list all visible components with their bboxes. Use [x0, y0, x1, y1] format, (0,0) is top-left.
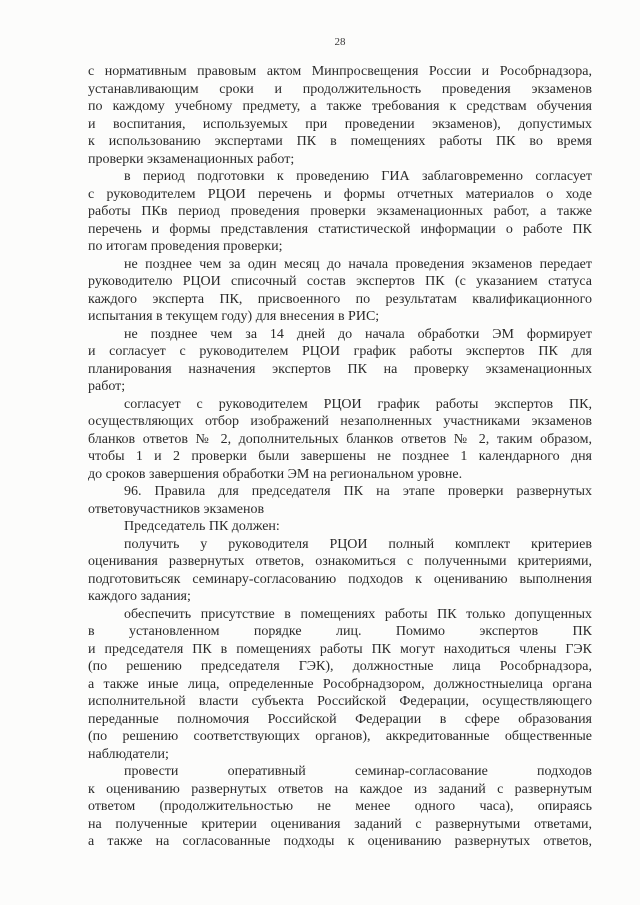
paragraph	[88, 63, 592, 168]
text-line: чтобы 1 и 2 проверки были завершены не позднее 1 календарного дня	[88, 449, 592, 464]
text-line: работы ПКв период проведения проверки экзаменационных работ, а также	[88, 204, 592, 219]
page-body	[88, 63, 592, 851]
paragraph	[88, 763, 592, 851]
paragraph	[88, 326, 592, 396]
text-line: согласует с руководителем РЦОИ график работы экспертов ПК,	[124, 396, 592, 412]
text-line: и председателя ПК в помещениях работы ПК могут находиться члены ГЭК	[88, 641, 592, 657]
text-line: не позднее чем за один месяц до начала проведения экзаменов передает	[124, 256, 592, 272]
text-line: по итогам проведения проверки;	[88, 239, 283, 254]
text-line: с руководителем РЦОИ перечень и формы отчетных материалов о ходе	[88, 186, 592, 202]
paragraph	[88, 483, 592, 518]
text-line: (по решению председателя ГЭК), должностные лица Рособрнадзора,	[88, 659, 592, 674]
text-line: наблюдатели;	[88, 746, 169, 762]
paragraph	[88, 518, 592, 536]
paragraph	[88, 256, 592, 326]
text-line: на полученные критерии оценивания заданий с развернутыми ответами,	[88, 816, 592, 832]
text-line: а также иные лица, определенные Рособрнадзором, должностныелица органа	[88, 676, 592, 692]
text-line: исполнительной власти субъекта Российской Федерации, осуществляющего	[88, 694, 592, 709]
text-line: не позднее чем за 14 дней до начала обработки ЭМ формирует	[124, 326, 592, 342]
paragraph	[88, 396, 592, 484]
text-line: обеспечить присутствие в помещениях работы ПК только допущенных	[124, 606, 592, 622]
text-line: перечень и формы представления статистической информации о работе ПК	[88, 221, 592, 237]
text-line: и воспитания, используемых при проведении экзаменов), допустимых	[88, 116, 592, 132]
text-line: испытания в текущем году) для внесения в РИС;	[88, 309, 380, 324]
text-line: в период подготовки к проведению ГИА заблаговременно согласует	[124, 169, 592, 184]
page-number: 28	[334, 36, 346, 48]
text-line: устанавливающим сроки и продолжительность проведения экзаменов	[88, 81, 592, 97]
text-line: руководителю РЦОИ списочный состав экспертов ПК (с указанием статуса	[88, 274, 592, 289]
text-line: в установленном порядке лиц. Помимо экспертов ПК	[88, 624, 592, 639]
text-line: проверки экзаменационных работ;	[88, 151, 295, 167]
text-line: ответовучастников экзаменов	[88, 501, 265, 517]
text-line: а также на согласованные подходы к оцениванию развернутых ответов,	[88, 834, 592, 849]
text-line: Председатель ПК должен:	[124, 519, 280, 534]
text-line: и согласует с руководителем РЦОИ график работы экспертов ПК для	[88, 344, 592, 359]
paragraph	[88, 536, 592, 606]
paragraph	[88, 606, 592, 764]
text-line: ответом (продолжительностью не менее одного часа), опираясь	[88, 799, 592, 814]
paragraph	[88, 168, 592, 256]
text-line: 96. Правила для председателя ПК на этапе проверки развернутых	[124, 484, 592, 499]
text-line: работ;	[88, 379, 126, 394]
text-line: бланков ответов № 2, дополнительных бланков ответов № 2, таким образом,	[88, 431, 592, 447]
text-line: оценивания развернутых ответов, ознакомиться с полученными критериями,	[88, 554, 592, 569]
text-line: до сроков завершения обработки ЭМ на региональном уровне.	[88, 466, 463, 482]
text-line: с нормативным правовым актом Минпросвещения России и Рособрнадзора,	[88, 64, 592, 79]
text-line: по каждому учебному предмету, а также требования к средствам обучения	[88, 99, 592, 114]
text-line: подготовитьсяк семинару-согласованию подходов к оцениванию выполнения	[88, 571, 592, 587]
text-line: (по решению соответствующих органов), аккредитованные общественные	[88, 729, 592, 744]
text-line: планирования назначения экспертов ПК на проверку экзаменационных	[88, 361, 592, 377]
text-line: к использованию экспертами ПК в помещениях работы ПК во время	[88, 134, 592, 149]
text-line: каждого эксперта ПК, присвоенного по результатам квалификационного	[88, 291, 592, 307]
text-line: каждого задания;	[88, 589, 191, 604]
text-line: к оцениванию развернутых ответов на каждое из заданий с развернутым	[88, 781, 592, 797]
text-line: провести оперативный семинар-согласование подходов	[124, 764, 592, 779]
text-line: получить у руководителя РЦОИ полный комплект критериев	[124, 536, 592, 552]
text-line: переданные полномочия Российской Федерации в сфере образования	[88, 711, 592, 727]
text-line: осуществляющих отбор изображений незаполненных участниками экзаменов	[88, 414, 592, 429]
